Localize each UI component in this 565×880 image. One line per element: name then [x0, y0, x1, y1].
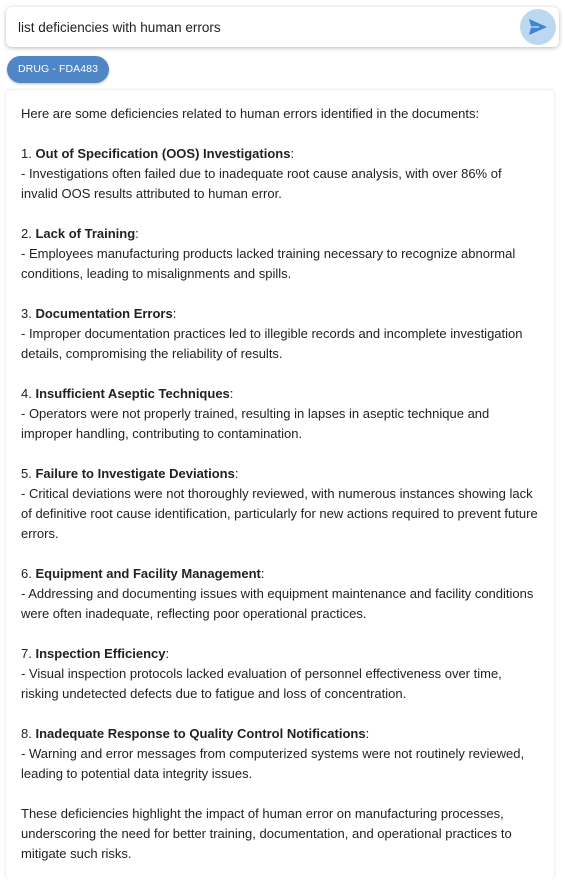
- item-title: Inspection Efficiency: [35, 646, 166, 661]
- list-item: 5. Failure to Investigate Deviations: - Critical deviations were not thoroughly reviewed, with numerous instances showing lack of definitive root cause identification, particularly for new actions required to prevent future errors.: [21, 464, 540, 544]
- search-bar: [6, 7, 559, 47]
- item-title: Documentation Errors: [35, 306, 173, 321]
- item-description: - Warning and error messages from computerized systems were not routinely reviewed, leading to potential data integrity issues.: [21, 746, 525, 781]
- item-title: Failure to Investigate Deviations: [35, 466, 235, 481]
- item-title: Equipment and Facility Management: [35, 566, 261, 581]
- item-description: - Improper documentation practices led to illegible records and incomplete investigation details, compromising the reliability of results.: [21, 326, 523, 361]
- send-button[interactable]: [520, 9, 556, 45]
- list-item: 2. Lack of Training: - Employees manufacturing products lacked training necessary to recognize abnormal conditions, leading to misalignments and spills.: [21, 224, 540, 284]
- item-description: - Employees manufacturing products lacked training necessary to recognize abnormal conditions, leading to misalignments and spills.: [21, 246, 516, 281]
- item-description: - Visual inspection protocols lacked evaluation of personnel effectiveness over time, risking undetected defects due to fatigue and loss of concentration.: [21, 666, 502, 701]
- list-item: 3. Documentation Errors: - Improper documentation practices led to illegible records and incomplete investigation details, compromising the reliability of results.: [21, 304, 540, 364]
- item-description: - Investigations often failed due to inadequate root cause analysis, with over 86% of invalid OOS results attributed to human error.: [21, 166, 502, 201]
- list-item: 8. Inadequate Response to Quality Control Notifications: - Warning and error messages from computerized systems were not routinely reviewed, leading to potential data integrity issues.: [21, 724, 540, 784]
- item-title: Insufficient Aseptic Techniques: [35, 386, 230, 401]
- item-number: 2.: [21, 226, 32, 241]
- item-title: Lack of Training: [35, 226, 136, 241]
- item-number: 5.: [21, 466, 32, 481]
- send-icon: [528, 18, 548, 36]
- tag-chip[interactable]: DRUG - FDA483: [7, 56, 109, 83]
- list-item: 7. Inspection Efficiency: - Visual inspection protocols lacked evaluation of personnel effectiveness over time, risking undetected defects due to fatigue and loss of concentration.: [21, 644, 540, 704]
- item-title: Inadequate Response to Quality Control Notifications: [35, 726, 366, 741]
- answer-card: [6, 90, 554, 880]
- item-number: 6.: [21, 566, 32, 581]
- list-item: 6. Equipment and Facility Management: - Addressing and documenting issues with equipment maintenance and facility conditions were often inadequate, reflecting poor operational practices.: [21, 564, 540, 624]
- answer-conclusion: These deficiencies highlight the impact of human error on manufacturing processes, underscoring the need for better training, documentation, and operational practices to mitigate such risks.: [21, 806, 512, 861]
- item-description: - Operators were not properly trained, resulting in lapses in aseptic technique and improper handling, contributing to contamination.: [21, 406, 490, 441]
- list-item: 4. Insufficient Aseptic Techniques: - Operators were not properly trained, resulting in lapses in aseptic technique and improper handling, contributing to contamination.: [21, 384, 540, 444]
- search-input[interactable]: [6, 7, 520, 47]
- item-description: - Critical deviations were not thoroughly reviewed, with numerous instances showing lack of definitive root cause identification, particularly for new actions required to prevent future errors.: [21, 486, 538, 541]
- item-number: 8.: [21, 726, 32, 741]
- answer-intro: Here are some deficiencies related to human errors identified in the documents:: [21, 106, 480, 121]
- item-number: 4.: [21, 386, 32, 401]
- item-number: 3.: [21, 306, 32, 321]
- item-number: 7.: [21, 646, 32, 661]
- item-description: - Addressing and documenting issues with equipment maintenance and facility conditions were often inadequate, reflecting poor operational practices.: [21, 586, 534, 621]
- item-title: Out of Specification (OOS) Investigations: [35, 146, 291, 161]
- list-item: 1. Out of Specification (OOS) Investigations: - Investigations often failed due to inadequate root cause analysis, with over 86% of invalid OOS results attributed to human error.: [21, 144, 540, 204]
- item-number: 1.: [21, 146, 32, 161]
